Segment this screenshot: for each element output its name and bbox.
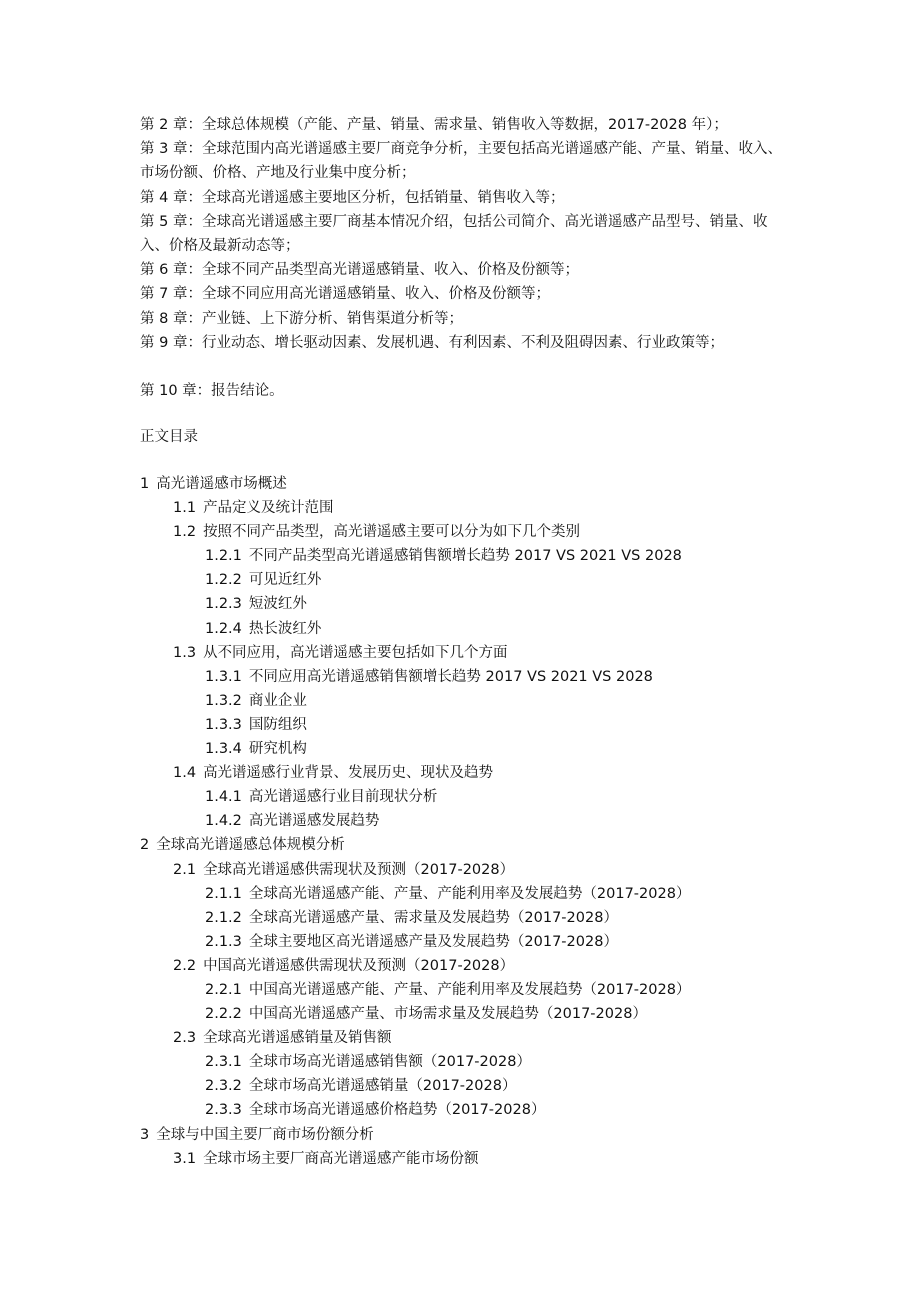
toc-entry-number: 1.1: [173, 500, 197, 517]
toc-entry[interactable]: [140, 858, 690, 882]
toc-entry-title: 不同产品类型高光谱遥感销售额增长趋势 2017 VS 2021 VS 2028: [248, 548, 682, 565]
toc-entry[interactable]: [140, 544, 690, 568]
toc-entry-number: 2.2: [173, 957, 197, 974]
toc-entry-title: 全球市场高光谱遥感价格趋势（2017-2028）: [248, 1102, 546, 1119]
chapter-summary: [140, 113, 790, 403]
toc-entry-title: 按照不同产品类型，高光谱遥感主要可以分为如下几个类别: [203, 524, 581, 541]
chapter-line: 第 2 章：全球总体规模（产能、产量、销量、需求量、销售收入等数据，2017-2028 年）；: [140, 117, 728, 133]
toc-entry-number: 2.1.3: [205, 933, 242, 950]
toc-entry[interactable]: [140, 906, 690, 930]
toc-entry-number: 3.1: [173, 1150, 197, 1167]
toc-entry-number: 1.2.3: [205, 596, 242, 613]
toc-entry-number: 2.2.2: [205, 1006, 242, 1023]
toc-entry-number: 2.2.1: [205, 981, 242, 998]
chapter-line: 第 5 章：全球高光谱遥感主要厂商基本情况介绍，包括公司简介、高光谱遥感产品型号、销量、收入、价格及最新动态等；: [140, 213, 768, 255]
toc-entry-number: 1.4: [173, 765, 197, 782]
toc-entry-number: 2.3.3: [205, 1102, 242, 1119]
toc-entry[interactable]: [140, 737, 690, 761]
toc-entry[interactable]: [140, 1098, 690, 1122]
toc-entry-number: 1.3.4: [205, 741, 242, 758]
toc-entry[interactable]: [140, 809, 690, 833]
toc-entry-number: 1.4.2: [205, 813, 242, 830]
toc-entry-title: 全球高光谱遥感产量、需求量及发展趋势（2017-2028）: [248, 909, 618, 926]
toc-entry-number: 2.3.2: [205, 1078, 242, 1095]
toc-entry[interactable]: [140, 1147, 690, 1171]
toc-entry[interactable]: [140, 713, 690, 737]
toc-entry-title: 全球市场主要厂商高光谱遥感产能市场份额: [203, 1150, 479, 1167]
toc-entry-number: 1.3.1: [205, 668, 242, 685]
toc-entry-title: 从不同应用，高光谱遥感主要包括如下几个方面: [203, 644, 508, 661]
toc-entry-title: 高光谱遥感市场概述: [156, 476, 287, 492]
toc-entry[interactable]: [140, 592, 690, 616]
table-of-contents: [140, 472, 690, 1171]
toc-entry-title: 全球市场高光谱遥感销量（2017-2028）: [248, 1078, 517, 1095]
chapter-line: 第 3 章：全球范围内高光谱遥感主要厂商竞争分析，主要包括高光谱遥感产能、产量、销量、收入、市场份额、价格、产地及行业集中度分析；: [140, 141, 782, 182]
toc-entry[interactable]: [140, 568, 690, 592]
toc-entry-number: 2.1.2: [205, 909, 242, 926]
toc-entry-title: 高光谱遥感行业背景、发展历史、现状及趋势: [203, 765, 494, 782]
toc-entry-number: 2.3: [173, 1030, 197, 1047]
toc-entry-title: 中国高光谱遥感产能、产量、产能利用率及发展趋势（2017-2028）: [248, 981, 691, 998]
toc-entry-number: 2: [140, 837, 150, 854]
toc-entry-title: 产品定义及统计范围: [203, 500, 334, 517]
chapter-line: 第 4 章：全球高光谱遥感主要地区分析，包括销量、销售收入等；: [140, 189, 565, 206]
toc-entry-title: 中国高光谱遥感供需现状及预测（2017-2028）: [203, 957, 515, 974]
toc-entry-number: 1.2.1: [205, 548, 242, 565]
toc-entry[interactable]: [140, 1002, 690, 1026]
toc-entry-number: 1.2.4: [205, 620, 242, 637]
toc-entry[interactable]: [140, 833, 690, 857]
toc-entry-title: 热长波红外: [248, 620, 322, 637]
toc-entry[interactable]: [140, 1026, 690, 1050]
toc-entry-number: 1.2: [173, 524, 197, 541]
toc-entry[interactable]: [140, 520, 690, 544]
toc-entry[interactable]: [140, 1074, 690, 1098]
toc-entry-number: 1.3.2: [205, 692, 242, 709]
toc-entry-title: 全球高光谱遥感总体规模分析: [156, 837, 345, 854]
toc-entry-title: 商业企业: [248, 692, 307, 709]
chapter-line: 第 6 章：全球不同产品类型高光谱遥感销量、收入、价格及份额等；: [140, 262, 579, 279]
toc-entry-title: 全球与中国主要厂商市场份额分析: [156, 1126, 374, 1143]
toc-entry[interactable]: [140, 761, 690, 785]
toc-entry-title: 高光谱遥感行业目前现状分析: [248, 789, 438, 806]
toc-entry-number: 1.2.2: [205, 572, 242, 589]
toc-entry[interactable]: [140, 1050, 690, 1074]
toc-entry[interactable]: [140, 496, 690, 520]
toc-entry-title: 全球高光谱遥感销量及销售额: [203, 1030, 392, 1047]
toc-entry[interactable]: [140, 1123, 690, 1147]
toc-entry[interactable]: [140, 472, 690, 496]
chapter-line: 第 8 章：产业链、上下游分析、销售渠道分析等；: [140, 310, 463, 327]
toc-entry[interactable]: [140, 954, 690, 978]
toc-entry-title: 短波红外: [248, 596, 307, 613]
toc-entry[interactable]: [140, 930, 690, 954]
toc-entry-number: 1: [140, 476, 150, 492]
toc-entry[interactable]: [140, 617, 690, 641]
toc-entry-title: 可见近红外: [248, 572, 322, 589]
chapter-line: 第 7 章：全球不同应用高光谱遥感销量、收入、价格及份额等；: [140, 286, 550, 303]
toc-entry-title: 不同应用高光谱遥感销售额增长趋势 2017 VS 2021 VS 2028: [248, 668, 653, 685]
toc-entry-number: 1.4.1: [205, 789, 242, 806]
toc-entry-title: 研究机构: [248, 741, 307, 758]
toc-entry-number: 2.1: [173, 861, 197, 878]
toc-entry-title: 全球高光谱遥感供需现状及预测（2017-2028）: [203, 861, 515, 878]
toc-title: 正文目录: [140, 429, 198, 445]
toc-entry[interactable]: [140, 785, 690, 809]
toc-entry-title: 全球市场高光谱遥感销售额（2017-2028）: [248, 1054, 531, 1071]
toc-entry-number: 2.3.1: [205, 1054, 242, 1071]
toc-entry-number: 1.3.3: [205, 716, 242, 733]
chapter-line: 第 9 章：行业动态、增长驱动因素、发展机遇、有利因素、不利及阻碍因素、行业政策等；: [140, 334, 724, 351]
toc-entry-number: 1.3: [173, 644, 197, 661]
toc-entry-number: 3: [140, 1126, 150, 1143]
toc-entry-title: 高光谱遥感发展趋势: [248, 813, 380, 830]
toc-entry[interactable]: [140, 978, 690, 1002]
toc-entry-title: 全球高光谱遥感产能、产量、产能利用率及发展趋势（2017-2028）: [248, 885, 691, 902]
toc-entry[interactable]: [140, 665, 690, 689]
chapter-line: 第 10 章：报告结论。: [140, 383, 284, 400]
toc-entry[interactable]: [140, 641, 690, 665]
toc-entry[interactable]: [140, 882, 690, 906]
toc-entry-title: 全球主要地区高光谱遥感产量及发展趋势（2017-2028）: [248, 933, 618, 950]
toc-entry-number: 2.1.1: [205, 885, 242, 902]
toc-entry-title: 国防组织: [248, 716, 307, 733]
toc-entry[interactable]: [140, 689, 690, 713]
toc-entry-title: 中国高光谱遥感产量、市场需求量及发展趋势（2017-2028）: [248, 1006, 647, 1023]
